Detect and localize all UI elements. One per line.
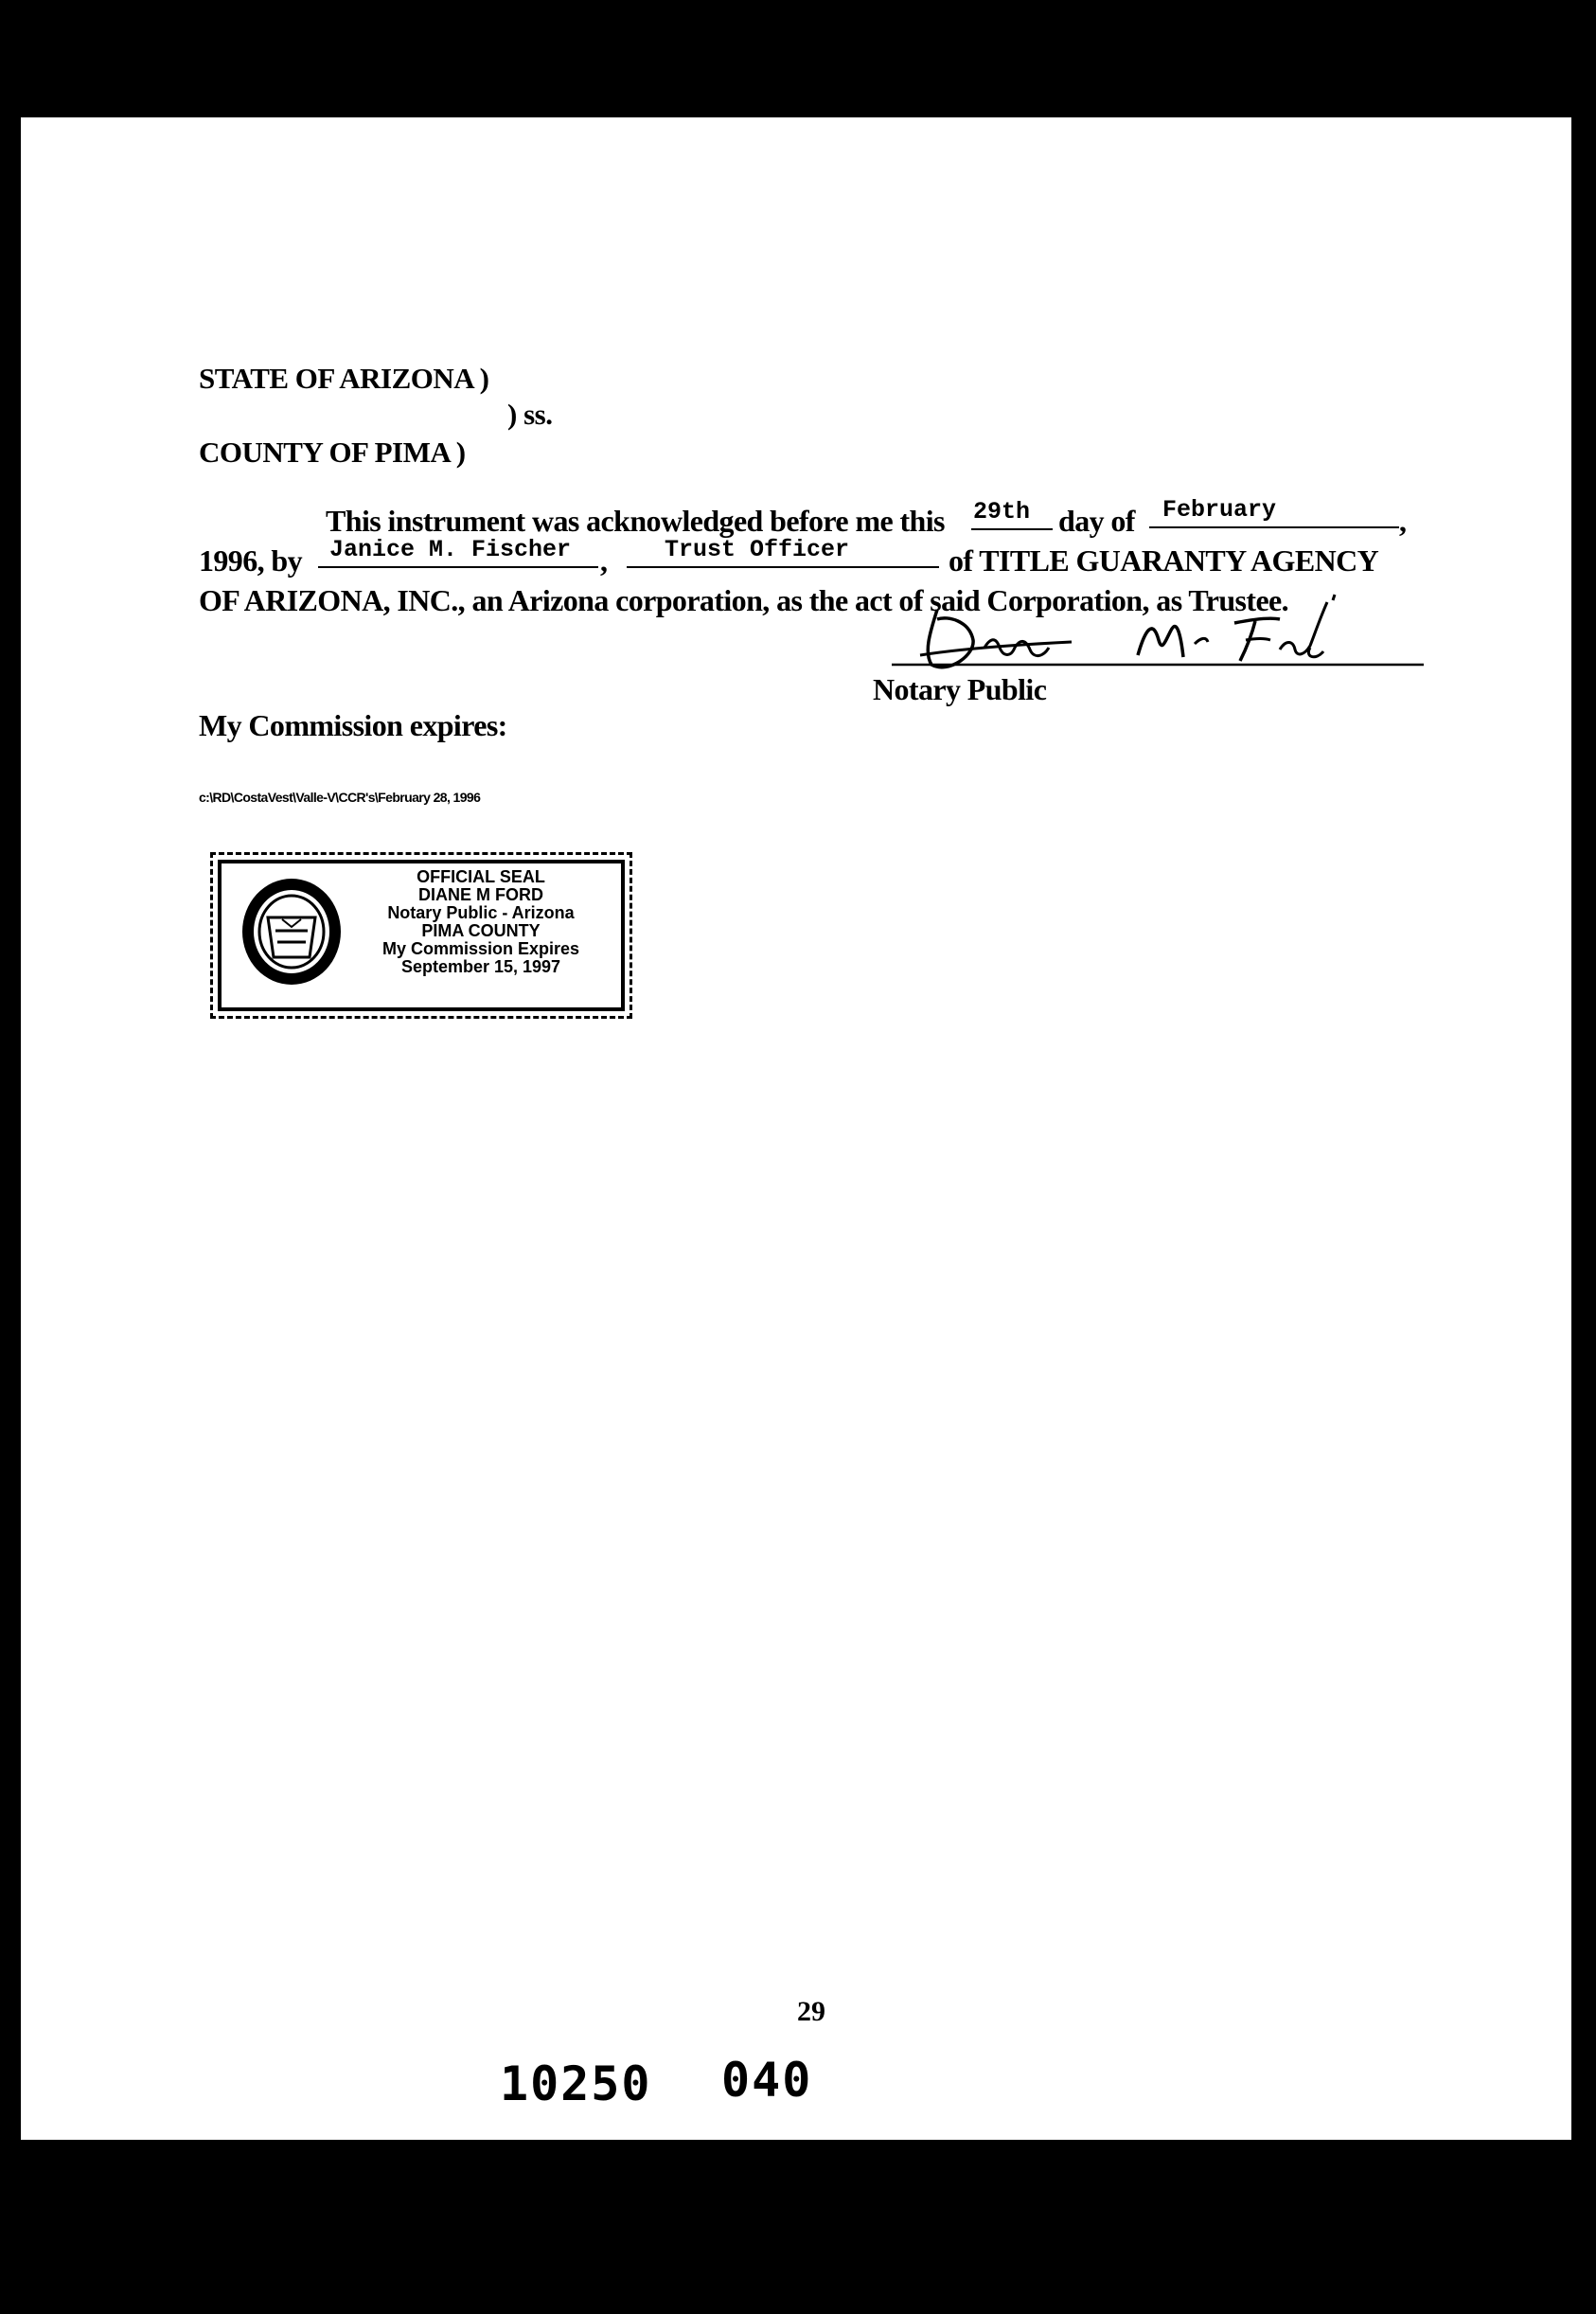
seal-text-block (344, 868, 618, 976)
county-line: COUNTY OF PIMA ) (199, 436, 466, 469)
seal-line: OFFICIAL SEAL (417, 867, 545, 886)
official-notary-seal (210, 852, 632, 1019)
signer-name-underline (318, 566, 598, 568)
ss-line: ) ss. (507, 398, 553, 431)
seal-line: Notary Public - Arizona (387, 903, 575, 922)
seal-line: DIANE M FORD (418, 885, 543, 904)
seal-line: My Commission Expires (381, 939, 580, 958)
file-path-reference: c:\RD\CostaVest\Valle-V\CCR's\February 28, 1996 (199, 790, 481, 805)
document-number-part1: 10250 (500, 2056, 652, 2111)
ack-line3: OF ARIZONA, INC., an Arizona corporation, as the act of said Corporation, as Trustee. (199, 583, 1289, 617)
signer-title: Trust Officer (665, 536, 850, 563)
ack-line2-prefix: 1996, by (199, 543, 302, 578)
ack-line2-comma: , (600, 543, 608, 578)
day-value: 29th (973, 498, 1031, 525)
state-seal-icon (239, 876, 344, 988)
signer-name: Janice M. Fischer (329, 536, 572, 563)
commission-expires-label: My Commission expires: (199, 708, 507, 742)
month-underline (1149, 526, 1399, 528)
ack-line2-end: of TITLE GUARANTY AGENCY (949, 543, 1379, 578)
ack-line1-mid: day of (1058, 504, 1135, 538)
document-number-part2: 040 (721, 2053, 813, 2108)
page-number: 29 (797, 1996, 825, 2027)
ack-line1-end: , (1399, 504, 1407, 538)
state-line: STATE OF ARIZONA ) (199, 362, 489, 395)
seal-line: September 15, 1997 (400, 957, 561, 976)
document-page (21, 117, 1571, 2140)
notary-signature (882, 581, 1431, 685)
day-underline (971, 528, 1053, 530)
signer-title-underline (627, 566, 939, 568)
ack-line1-prefix: This instrument was acknowledged before me this (326, 504, 945, 538)
seal-line: PIMA COUNTY (421, 921, 541, 940)
notary-public-label: Notary Public (873, 672, 1047, 706)
month-value: February (1162, 496, 1277, 524)
